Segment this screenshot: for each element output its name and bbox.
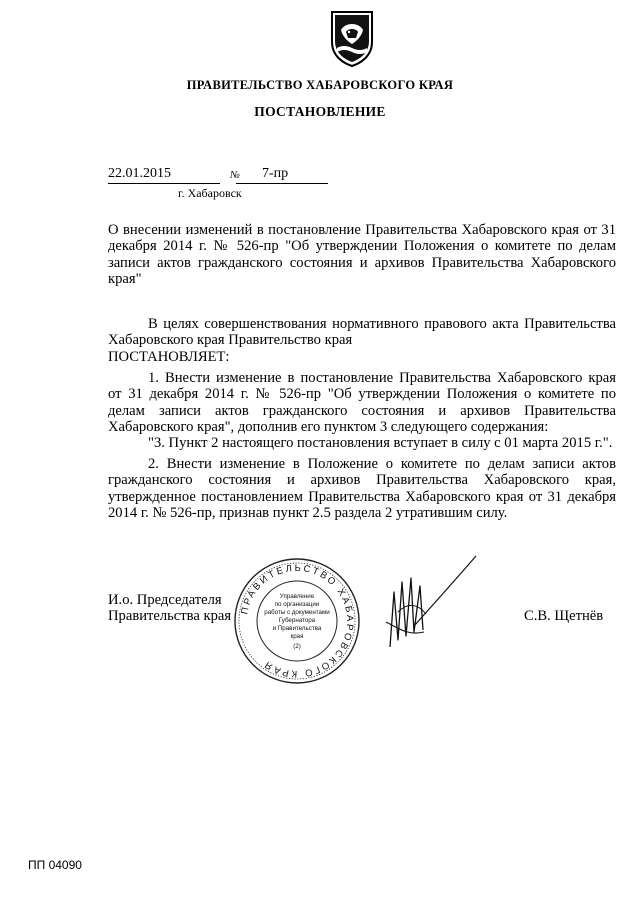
svg-text:и Правительства: и Правительства (272, 625, 322, 632)
resolution-item-2: 2. Внести изменение в Положение о комитете по делам записи актов гражданского состояния и архивов Правительства Хабаровского края, утвержденное постановлением Правительства Хабаровского края от 31 декабря 2014 г. № 526-пр, признав пункт 2.5 раздела 2 утратившим силу. (108, 456, 616, 521)
resolution-item-1: 1. Внести изменение в постановление Правительства Хабаровского края от 31 декабря 2014 г. № 526-пр "Об утверждении Положения о комитете по делам записи актов гражданского состояния и архивов Правительства Хабаровского края", дополнив его пунктом 3 следующего содержания: (108, 370, 616, 435)
number-underline (236, 183, 328, 184)
document-subject: О внесении изменений в постановление Правительства Хабаровского края от 31 декабря 2014 г. № 526-пр "Об утверждении Положения о комитете по делам записи актов гражданского состояния и архивов Правительства Хабаровского края" (108, 222, 616, 287)
stamp-center-text (264, 593, 330, 650)
handwritten-signature (368, 552, 480, 664)
document-date: 22.01.2015 (108, 166, 171, 181)
svg-text:Губернатора: Губернатора (278, 617, 316, 624)
document-city: г. Хабаровск (178, 186, 242, 200)
government-title: ПРАВИТЕЛЬСТВО ХАБАРОВСКОГО КРАЯ (186, 78, 454, 92)
number-sign: № (230, 170, 240, 181)
official-stamp (232, 556, 362, 686)
signer-name: С.В. Щетнёв (524, 608, 604, 624)
svg-text:работы с документами: работы с документами (264, 609, 330, 616)
document-type: ПОСТАНОВЛЕНИЕ (254, 104, 386, 119)
signer-position-line-1: И.о. Председателя (108, 592, 222, 608)
body-preamble: В целях совершенствования нормативного правового акта Правительства Хабаровского края Правительство края (108, 316, 616, 349)
signer-position-line-2: Правительства края (108, 608, 232, 625)
svg-text:края: края (290, 633, 304, 640)
stamp-ring-text: ПРАВИТЕЛЬСТВО ХАБАРОВСКОГО КРАЯ (239, 562, 356, 680)
signer-position (108, 592, 231, 625)
document-number: 7-пр (262, 166, 289, 181)
svg-text:по организации: по организации (274, 601, 320, 608)
form-code: ПП 04090 (28, 858, 82, 872)
resolution-item-1-quote: "3. Пункт 2 настоящего постановления вступает в силу с 01 марта 2015 г.". (148, 435, 613, 451)
svg-text:(2): (2) (293, 643, 301, 650)
khabarovsk-krai-coat-of-arms-icon (329, 8, 375, 68)
date-underline (108, 183, 220, 184)
svg-text:Управление: Управление (279, 593, 315, 600)
resolves-heading: ПОСТАНОВЛЯЕТ: (108, 349, 230, 365)
